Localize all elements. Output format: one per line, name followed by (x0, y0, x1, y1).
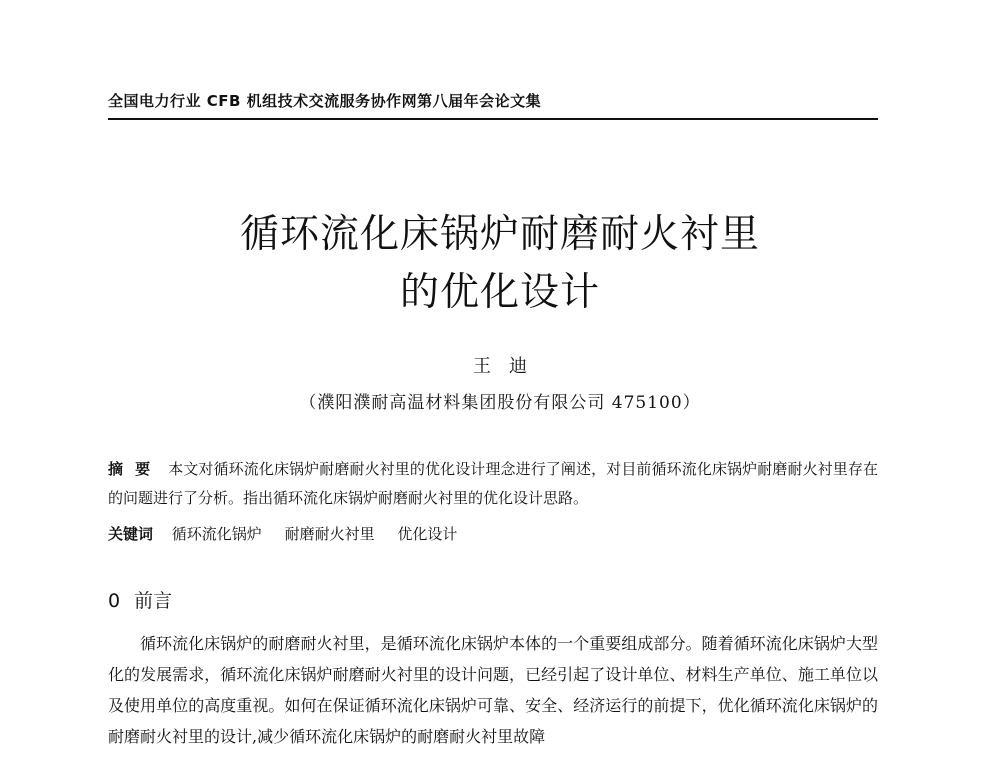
author-name: 王迪 (473, 356, 545, 377)
section-heading (108, 586, 172, 613)
running-header: 全国电力行业 CFB 机组技术交流服务协作网第八届年会论文集 (108, 92, 542, 110)
abstract-label: 摘要 (108, 460, 163, 478)
paper-title (0, 206, 1000, 322)
paper-title-line-1: 循环流化床锅炉耐磨耐火衬里 (239, 212, 760, 257)
section-title: 前言 (134, 590, 173, 612)
author-affiliation: （濮阳濮耐高温材料集团股份有限公司 475100） (299, 393, 701, 413)
keywords (108, 520, 878, 549)
body-paragraph: 循环流化床锅炉的耐磨耐火衬里，是循环流化床锅炉本体的一个重要组成部分。随着循环流化床锅炉大型化的发展需求，循环流化床锅炉耐磨耐火衬里的设计问题，已经引起了设计单位、材料生产单位、施工单位以及使用单位的高度重视。如何在保证循环流化床锅炉可靠、安全、经济运行的前提下，优化循环流化床锅炉的耐磨耐火衬里的设计,减少循环流化床锅炉的耐磨耐火衬里故障 (108, 634, 878, 746)
keyword-item: 循环流化锅炉 (171, 525, 262, 543)
keywords-label: 关键词 (108, 525, 154, 543)
abstract-text: 本文对循环流化床锅炉耐磨耐火衬里的优化设计理念进行了阐述，对目前循环流化床锅炉耐磨耐火衬里存在的问题进行了分析。指出循环流化床锅炉耐磨耐火衬里的优化设计思路。 (108, 460, 878, 507)
paper-title-line-2: 的优化设计 (399, 270, 600, 315)
header-rule (108, 118, 878, 120)
keyword-item: 优化设计 (397, 525, 458, 543)
abstract (108, 455, 878, 513)
keyword-item: 耐磨耐火衬里 (284, 525, 375, 543)
section-number: 0 (108, 590, 121, 612)
